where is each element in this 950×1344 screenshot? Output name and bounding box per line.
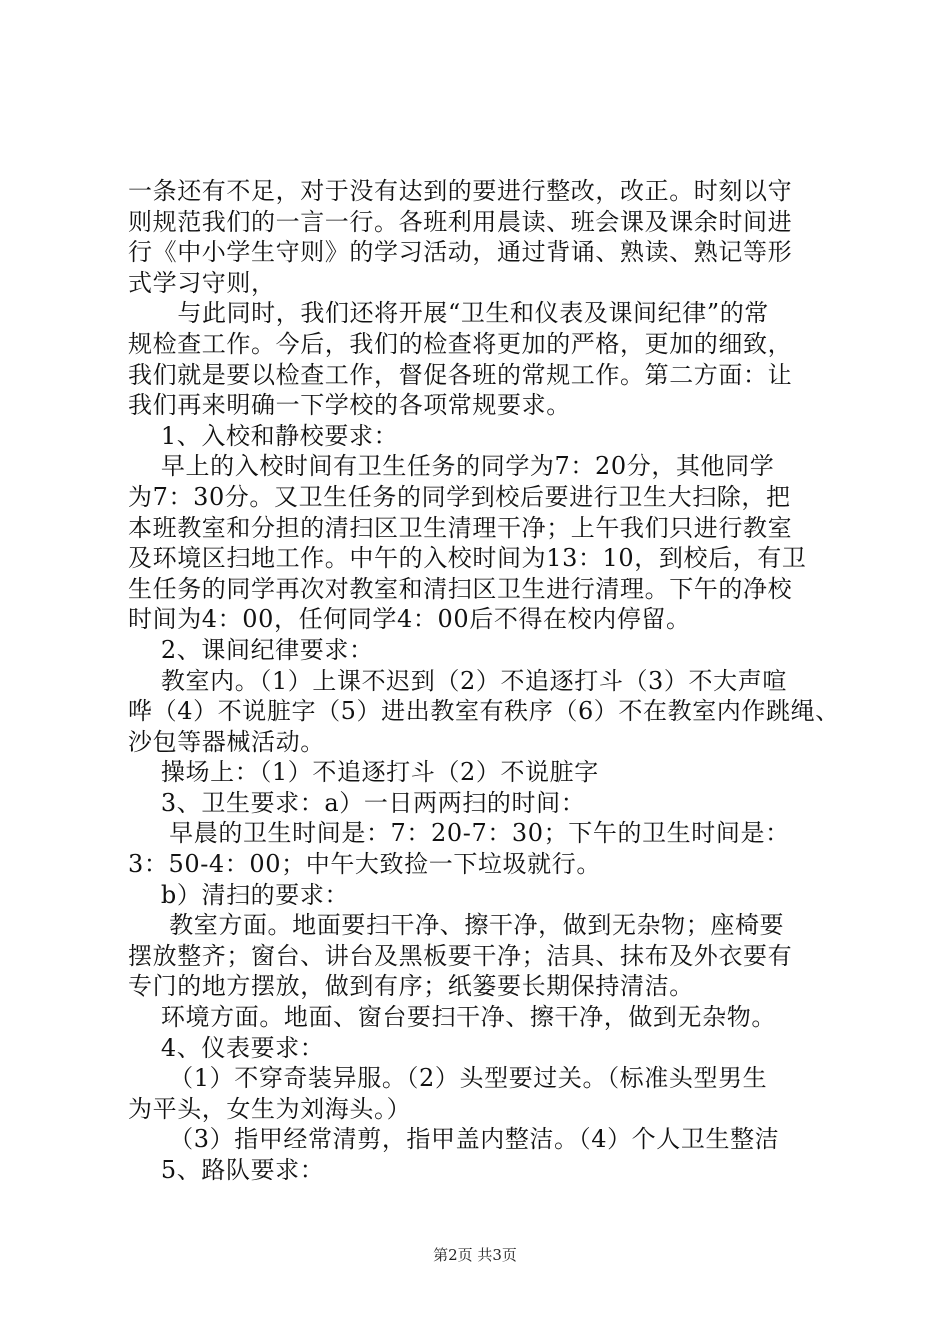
text-line: b）清扫的要求：: [128, 880, 350, 909]
text-line: 生任务的同学再次对教室和清扫区卫生进行清理。下午的净校: [128, 574, 793, 603]
text-line: 3：50-4：00；中午大致捡一下垃圾就行。: [128, 850, 601, 879]
page-number-footer: 第2页 共3页: [433, 1246, 517, 1264]
text-line: 时间为4：00，任何同学4：00后不得在校内停留。: [128, 605, 691, 634]
text-line: 早晨的卫生时间是：7：20-7：30；下午的卫生时间是：: [128, 819, 790, 848]
text-line: 式学习守则，: [128, 268, 276, 297]
text-line: 2、课间纪律要求：: [128, 635, 374, 664]
text-line: 及环境区扫地工作。中午的入校时间为13：10，到校后，有卫: [128, 544, 807, 573]
text-line: 为7：30分。又卫生任务的同学到校后要进行卫生大扫除，把: [128, 482, 791, 511]
text-line: 我们再来明确一下学校的各项常规要求。: [128, 391, 571, 420]
text-line: （3）指甲经常清剪，指甲盖内整洁。（4）个人卫生整洁: [128, 1125, 780, 1154]
text-line: 我们就是要以检查工作，督促各班的常规工作。第二方面：让: [128, 360, 793, 389]
text-line: 规检查工作。今后，我们的检查将更加的严格，更加的细致，: [128, 329, 793, 358]
text-line: 3、卫生要求：a）一日两两扫的时间：: [128, 788, 586, 817]
text-line: 1、入校和静校要求：: [128, 421, 399, 450]
text-line: 4、仪表要求：: [128, 1033, 325, 1062]
text-line: 环境方面。地面、窗台要扫干净、擦干净，做到无杂物。: [128, 1003, 776, 1032]
text-line: 哗（4）不说脏字（5）进出教室有秩序（6）不在教室内作跳绳、: [128, 697, 840, 726]
text-line: 教室方面。地面要扫干净、擦干净，做到无杂物；座椅要: [128, 911, 785, 940]
text-line: 摆放整齐；窗台、讲台及黑板要干净；洁具、抹布及外衣要有: [128, 941, 793, 970]
text-line: 则规范我们的一言一行。各班利用晨读、班会课及课余时间进: [128, 207, 793, 236]
text-line: 教室内。（1）上课不迟到（2）不追逐打斗（3）不大声喧: [128, 666, 787, 695]
text-line: 一条还有不足，对于没有达到的要进行整改，改正。时刻以守: [128, 177, 793, 205]
text-line: 为平头，女生为刘海头。）: [128, 1094, 412, 1123]
text-line: （1）不穿奇装异服。（2）头型要过关。（标准头型男生: [128, 1064, 768, 1093]
text-line: 专门的地方摆放，做到有序；纸篓要长期保持清洁。: [128, 972, 694, 1001]
text-line: 本班教室和分担的清扫区卫生清理干净；上午我们只进行教室: [128, 513, 793, 542]
document-body: [128, 176, 840, 1186]
text-line: 行《中小学生守则》的学习活动，通过背诵、熟读、熟记等形: [128, 238, 793, 267]
text-line: 与此同时，我们还将开展“卫生和仪表及课间纪律”的常: [128, 299, 769, 328]
text-line: 5、路队要求：: [128, 1156, 325, 1184]
text-line: 早上的入校时间有卫生任务的同学为7：20分，其他同学: [128, 452, 775, 481]
text-line: 沙包等器械活动。: [128, 727, 325, 756]
text-line: 操场上：（1）不追逐打斗（2）不说脏字: [128, 758, 599, 787]
